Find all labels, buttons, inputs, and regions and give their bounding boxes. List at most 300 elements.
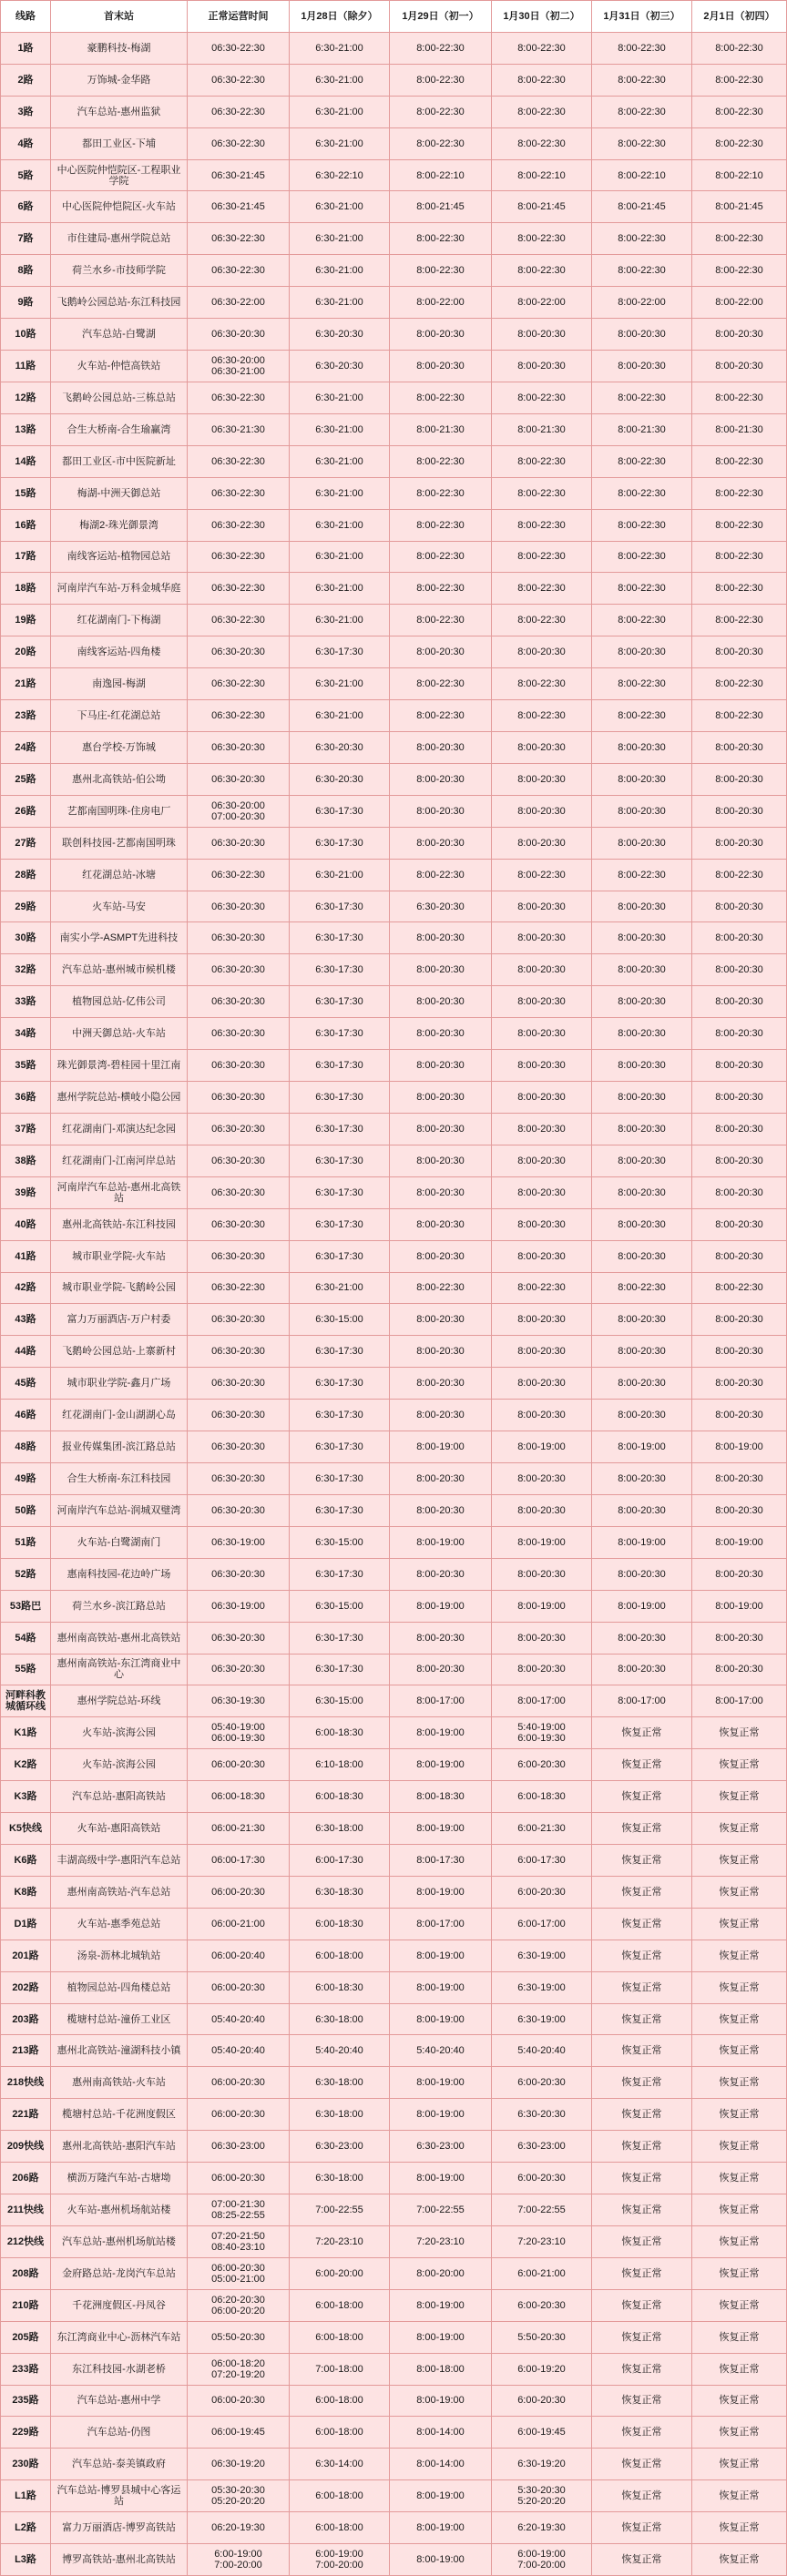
jan28-hours-cell: 6:30-21:00 bbox=[290, 700, 390, 732]
route-cell: 6路 bbox=[1, 191, 51, 223]
jan28-hours-cell: 6:30-17:30 bbox=[290, 986, 390, 1018]
jan30-hours-cell: 8:00-19:00 bbox=[492, 1431, 592, 1463]
route-cell: 16路 bbox=[1, 510, 51, 542]
feb1-hours-cell: 8:00-20:30 bbox=[692, 1177, 787, 1209]
header-feb1: 2月1日（初四） bbox=[692, 1, 787, 33]
normal-hours-cell: 06:30-20:30 bbox=[188, 1336, 290, 1368]
jan28-hours-cell: 6:00-18:00 bbox=[290, 2417, 390, 2449]
jan30-hours-cell: 8:00-20:30 bbox=[492, 1623, 592, 1655]
jan31-hours-cell: 8:00-22:30 bbox=[592, 542, 692, 574]
normal-hours-cell: 06:00-20:30 bbox=[188, 1877, 290, 1909]
feb1-hours-cell: 8:00-22:30 bbox=[692, 223, 787, 255]
feb1-hours-cell: 恢复正常 bbox=[692, 2163, 787, 2194]
jan31-hours-cell: 8:00-20:30 bbox=[592, 1241, 692, 1273]
jan28-hours-cell: 6:00-19:00 7:00-20:00 bbox=[290, 2544, 390, 2576]
route-cell: 51路 bbox=[1, 1527, 51, 1559]
feb1-hours-cell: 8:00-20:30 bbox=[692, 1559, 787, 1591]
normal-hours-cell: 06:30-22:30 bbox=[188, 382, 290, 414]
stops-cell: 惠州北高铁站-惠阳汽车站 bbox=[51, 2131, 188, 2163]
jan30-hours-cell: 8:00-21:45 bbox=[492, 191, 592, 223]
stops-cell: 惠州学院总站-环线 bbox=[51, 1685, 188, 1717]
normal-hours-cell: 06:30-21:30 bbox=[188, 414, 290, 446]
jan28-hours-cell: 6:30-21:00 bbox=[290, 510, 390, 542]
stops-cell: 梅湖2-珠光御景湾 bbox=[51, 510, 188, 542]
jan30-hours-cell: 6:00-19:20 bbox=[492, 2354, 592, 2386]
stops-cell: 都田工业区-下埔 bbox=[51, 128, 188, 160]
route-cell: 45路 bbox=[1, 1368, 51, 1400]
stops-cell: 飞鹅岭公园总站-三栋总站 bbox=[51, 382, 188, 414]
jan28-hours-cell: 6:30-20:30 bbox=[290, 319, 390, 351]
jan31-hours-cell: 恢复正常 bbox=[592, 2099, 692, 2131]
jan28-hours-cell: 6:30-17:30 bbox=[290, 1655, 390, 1686]
normal-hours-cell: 07:00-21:30 08:25-22:55 bbox=[188, 2194, 290, 2226]
feb1-hours-cell: 8:00-22:30 bbox=[692, 860, 787, 891]
feb1-hours-cell: 8:00-20:30 bbox=[692, 636, 787, 668]
jan29-hours-cell: 8:00-22:30 bbox=[390, 223, 492, 255]
stops-cell: 联创科技园-艺都南国明珠 bbox=[51, 828, 188, 860]
stops-cell: 火车站-马安 bbox=[51, 891, 188, 923]
feb1-hours-cell: 8:00-22:30 bbox=[692, 605, 787, 636]
route-cell: 37路 bbox=[1, 1114, 51, 1145]
jan28-hours-cell: 6:00-18:00 bbox=[290, 2512, 390, 2544]
feb1-hours-cell: 8:00-22:30 bbox=[692, 510, 787, 542]
jan31-hours-cell: 8:00-19:00 bbox=[592, 1591, 692, 1623]
normal-hours-cell: 06:30-20:30 bbox=[188, 636, 290, 668]
feb1-hours-cell: 8:00-20:30 bbox=[692, 986, 787, 1018]
jan28-hours-cell: 6:30-17:30 bbox=[290, 1145, 390, 1177]
jan29-hours-cell: 8:00-20:30 bbox=[390, 1304, 492, 1336]
jan30-hours-cell: 8:00-20:30 bbox=[492, 1177, 592, 1209]
jan30-hours-cell: 8:00-22:30 bbox=[492, 668, 592, 700]
jan28-hours-cell: 6:30-18:00 bbox=[290, 1813, 390, 1845]
jan29-hours-cell: 6:30-20:30 bbox=[390, 891, 492, 923]
jan29-hours-cell: 8:00-20:30 bbox=[390, 1368, 492, 1400]
normal-hours-cell: 06:30-22:30 bbox=[188, 255, 290, 287]
stops-cell: 都田工业区-市中医院新址 bbox=[51, 446, 188, 478]
jan28-hours-cell: 6:30-21:00 bbox=[290, 446, 390, 478]
header-jan31: 1月31日（初三） bbox=[592, 1, 692, 33]
jan31-hours-cell: 恢复正常 bbox=[592, 2226, 692, 2258]
jan31-hours-cell: 8:00-20:30 bbox=[592, 1050, 692, 1082]
jan29-hours-cell: 8:00-19:00 bbox=[390, 1717, 492, 1749]
jan31-hours-cell: 恢复正常 bbox=[592, 1877, 692, 1909]
stops-cell: 火车站-惠阳高铁站 bbox=[51, 1813, 188, 1845]
jan29-hours-cell: 8:00-20:30 bbox=[390, 351, 492, 382]
jan29-hours-cell: 8:00-22:30 bbox=[390, 382, 492, 414]
jan30-hours-cell: 8:00-22:30 bbox=[492, 65, 592, 97]
jan28-hours-cell: 6:30-17:30 bbox=[290, 1241, 390, 1273]
normal-hours-cell: 06:30-22:30 bbox=[188, 65, 290, 97]
jan29-hours-cell: 8:00-20:30 bbox=[390, 1336, 492, 1368]
normal-hours-cell: 05:50-20:30 bbox=[188, 2322, 290, 2354]
route-cell: 44路 bbox=[1, 1336, 51, 1368]
jan28-hours-cell: 6:30-21:00 bbox=[290, 1273, 390, 1305]
normal-hours-cell: 06:30-20:30 bbox=[188, 954, 290, 986]
jan31-hours-cell: 8:00-22:00 bbox=[592, 287, 692, 319]
jan30-hours-cell: 8:00-20:30 bbox=[492, 1400, 592, 1431]
jan31-hours-cell: 8:00-20:30 bbox=[592, 1145, 692, 1177]
jan30-hours-cell: 5:50-20:30 bbox=[492, 2322, 592, 2354]
jan30-hours-cell: 7:00-22:55 bbox=[492, 2194, 592, 2226]
jan31-hours-cell: 恢复正常 bbox=[592, 2512, 692, 2544]
normal-hours-cell: 06:30-20:30 bbox=[188, 1431, 290, 1463]
feb1-hours-cell: 8:00-20:30 bbox=[692, 1368, 787, 1400]
normal-hours-cell: 06:30-22:30 bbox=[188, 605, 290, 636]
jan30-hours-cell: 8:00-20:30 bbox=[492, 1145, 592, 1177]
feb1-hours-cell: 恢复正常 bbox=[692, 2290, 787, 2322]
stops-cell: 丰湖高级中学-惠阳汽车总站 bbox=[51, 1845, 188, 1877]
route-cell: 202路 bbox=[1, 1972, 51, 2004]
route-cell: 46路 bbox=[1, 1400, 51, 1431]
route-cell: 3路 bbox=[1, 97, 51, 128]
jan28-hours-cell: 6:30-17:30 bbox=[290, 954, 390, 986]
normal-hours-cell: 06:30-22:30 bbox=[188, 668, 290, 700]
normal-hours-cell: 06:30-20:30 bbox=[188, 1114, 290, 1145]
jan28-hours-cell: 6:30-21:00 bbox=[290, 542, 390, 574]
route-cell: 2路 bbox=[1, 65, 51, 97]
jan28-hours-cell: 6:30-21:00 bbox=[290, 65, 390, 97]
jan29-hours-cell: 8:00-19:00 bbox=[390, 1813, 492, 1845]
jan30-hours-cell: 8:00-22:30 bbox=[492, 860, 592, 891]
jan30-hours-cell: 8:00-19:00 bbox=[492, 1591, 592, 1623]
jan28-hours-cell: 6:30-21:00 bbox=[290, 255, 390, 287]
feb1-hours-cell: 恢复正常 bbox=[692, 2544, 787, 2576]
jan28-hours-cell: 6:30-21:00 bbox=[290, 382, 390, 414]
feb1-hours-cell: 恢复正常 bbox=[692, 2386, 787, 2418]
jan30-hours-cell: 8:00-20:30 bbox=[492, 986, 592, 1018]
feb1-hours-cell: 恢复正常 bbox=[692, 1845, 787, 1877]
jan30-hours-cell: 6:00-17:00 bbox=[492, 1909, 592, 1940]
jan29-hours-cell: 8:00-17:00 bbox=[390, 1685, 492, 1717]
jan28-hours-cell: 6:00-18:00 bbox=[290, 1940, 390, 1972]
stops-cell: 惠台学校-万饰城 bbox=[51, 732, 188, 764]
jan30-hours-cell: 5:40-20:40 bbox=[492, 2035, 592, 2067]
route-cell: 233路 bbox=[1, 2354, 51, 2386]
jan30-hours-cell: 8:00-20:30 bbox=[492, 1368, 592, 1400]
jan29-hours-cell: 8:00-19:00 bbox=[390, 2290, 492, 2322]
jan30-hours-cell: 6:00-19:45 bbox=[492, 2417, 592, 2449]
route-cell: 8路 bbox=[1, 255, 51, 287]
jan29-hours-cell: 7:00-22:55 bbox=[390, 2194, 492, 2226]
normal-hours-cell: 06:30-20:30 bbox=[188, 1241, 290, 1273]
feb1-hours-cell: 恢复正常 bbox=[692, 2099, 787, 2131]
feb1-hours-cell: 恢复正常 bbox=[692, 1749, 787, 1781]
stops-cell: 红花湖南门-金山湖湖心岛 bbox=[51, 1400, 188, 1431]
route-cell: 53路巴 bbox=[1, 1591, 51, 1623]
jan28-hours-cell: 6:00-18:00 bbox=[290, 2386, 390, 2418]
jan29-hours-cell: 8:00-19:00 bbox=[390, 2004, 492, 2036]
stops-cell: 富力万丽酒店-博罗高铁站 bbox=[51, 2512, 188, 2544]
jan30-hours-cell: 8:00-20:30 bbox=[492, 636, 592, 668]
jan30-hours-cell: 8:00-20:30 bbox=[492, 891, 592, 923]
feb1-hours-cell: 8:00-22:30 bbox=[692, 573, 787, 605]
jan28-hours-cell: 6:00-18:30 bbox=[290, 1717, 390, 1749]
route-cell: 209快线 bbox=[1, 2131, 51, 2163]
jan31-hours-cell: 8:00-20:30 bbox=[592, 1304, 692, 1336]
normal-hours-cell: 06:30-19:20 bbox=[188, 2449, 290, 2480]
jan30-hours-cell: 8:00-22:30 bbox=[492, 382, 592, 414]
route-cell: 41路 bbox=[1, 1241, 51, 1273]
jan30-hours-cell: 8:00-20:30 bbox=[492, 1050, 592, 1082]
jan30-hours-cell: 8:00-20:30 bbox=[492, 796, 592, 828]
stops-cell: 红花湖南门-江南河岸总站 bbox=[51, 1145, 188, 1177]
jan31-hours-cell: 8:00-20:30 bbox=[592, 1463, 692, 1495]
stops-cell: 火车站-惠季苑总站 bbox=[51, 1909, 188, 1940]
stops-cell: 火车站-仲恺高铁站 bbox=[51, 351, 188, 382]
normal-hours-cell: 06:00-17:30 bbox=[188, 1845, 290, 1877]
normal-hours-cell: 06:00-18:20 07:20-19:20 bbox=[188, 2354, 290, 2386]
jan30-hours-cell: 6:00-17:30 bbox=[492, 1845, 592, 1877]
normal-hours-cell: 06:30-21:45 bbox=[188, 160, 290, 192]
route-cell: L3路 bbox=[1, 2544, 51, 2576]
stops-cell: 惠州北高铁站-伯公坳 bbox=[51, 764, 188, 796]
normal-hours-cell: 06:30-22:30 bbox=[188, 223, 290, 255]
feb1-hours-cell: 8:00-22:00 bbox=[692, 287, 787, 319]
jan28-hours-cell: 6:30-17:30 bbox=[290, 891, 390, 923]
normal-hours-cell: 06:30-19:30 bbox=[188, 1685, 290, 1717]
jan29-hours-cell: 8:00-19:00 bbox=[390, 2322, 492, 2354]
jan29-hours-cell: 8:00-22:30 bbox=[390, 510, 492, 542]
route-cell: 26路 bbox=[1, 796, 51, 828]
normal-hours-cell: 06:30-23:00 bbox=[188, 2131, 290, 2163]
feb1-hours-cell: 8:00-20:30 bbox=[692, 922, 787, 954]
jan30-hours-cell: 8:00-22:30 bbox=[492, 97, 592, 128]
stops-cell: 红花湖南门-下梅湖 bbox=[51, 605, 188, 636]
jan29-hours-cell: 8:00-14:00 bbox=[390, 2417, 492, 2449]
jan31-hours-cell: 恢复正常 bbox=[592, 2290, 692, 2322]
jan30-hours-cell: 6:00-21:00 bbox=[492, 2258, 592, 2290]
route-cell: 230路 bbox=[1, 2449, 51, 2480]
jan31-hours-cell: 恢复正常 bbox=[592, 2131, 692, 2163]
normal-hours-cell: 06:30-22:30 bbox=[188, 478, 290, 510]
stops-cell: 博罗高铁站-惠州北高铁站 bbox=[51, 2544, 188, 2576]
jan29-hours-cell: 8:00-19:00 bbox=[390, 1527, 492, 1559]
stops-cell: 汽车总站-仍图 bbox=[51, 2417, 188, 2449]
jan29-hours-cell: 8:00-19:00 bbox=[390, 2480, 492, 2512]
stops-cell: 珠光御景湾-碧桂园十里江南 bbox=[51, 1050, 188, 1082]
stops-cell: 下马庄-红花湖总站 bbox=[51, 700, 188, 732]
feb1-hours-cell: 8:00-19:00 bbox=[692, 1431, 787, 1463]
jan31-hours-cell: 8:00-20:30 bbox=[592, 636, 692, 668]
route-cell: 212快线 bbox=[1, 2226, 51, 2258]
jan30-hours-cell: 6:00-20:30 bbox=[492, 1877, 592, 1909]
route-cell: 17路 bbox=[1, 542, 51, 574]
jan28-hours-cell: 6:30-15:00 bbox=[290, 1527, 390, 1559]
jan29-hours-cell: 7:20-23:10 bbox=[390, 2226, 492, 2258]
jan31-hours-cell: 8:00-20:30 bbox=[592, 732, 692, 764]
jan29-hours-cell: 8:00-20:30 bbox=[390, 1655, 492, 1686]
normal-hours-cell: 6:00-19:00 7:00-20:00 bbox=[188, 2544, 290, 2576]
jan28-hours-cell: 6:00-18:00 bbox=[290, 2480, 390, 2512]
stops-cell: 城市职业学院-鑫月广场 bbox=[51, 1368, 188, 1400]
feb1-hours-cell: 恢复正常 bbox=[692, 2354, 787, 2386]
normal-hours-cell: 06:30-20:30 bbox=[188, 1304, 290, 1336]
route-cell: 42路 bbox=[1, 1273, 51, 1305]
route-cell: L1路 bbox=[1, 2480, 51, 2512]
stops-cell: 汽车总站-惠阳高铁站 bbox=[51, 1781, 188, 1813]
jan31-hours-cell: 8:00-22:30 bbox=[592, 573, 692, 605]
feb1-hours-cell: 恢复正常 bbox=[692, 2035, 787, 2067]
feb1-hours-cell: 恢复正常 bbox=[692, 1717, 787, 1749]
route-cell: 50路 bbox=[1, 1495, 51, 1527]
route-cell: 5路 bbox=[1, 160, 51, 192]
jan31-hours-cell: 8:00-20:30 bbox=[592, 319, 692, 351]
jan31-hours-cell: 8:00-20:30 bbox=[592, 922, 692, 954]
route-cell: 30路 bbox=[1, 922, 51, 954]
feb1-hours-cell: 8:00-17:00 bbox=[692, 1685, 787, 1717]
feb1-hours-cell: 恢复正常 bbox=[692, 1813, 787, 1845]
jan31-hours-cell: 8:00-20:30 bbox=[592, 828, 692, 860]
route-cell: 32路 bbox=[1, 954, 51, 986]
normal-hours-cell: 06:30-20:30 bbox=[188, 1177, 290, 1209]
jan28-hours-cell: 6:30-21:00 bbox=[290, 605, 390, 636]
normal-hours-cell: 06:00-19:45 bbox=[188, 2417, 290, 2449]
feb1-hours-cell: 恢复正常 bbox=[692, 1877, 787, 1909]
stops-cell: 红花湖南门-邓演达纪念园 bbox=[51, 1114, 188, 1145]
route-cell: K2路 bbox=[1, 1749, 51, 1781]
jan29-hours-cell: 8:00-19:00 bbox=[390, 2512, 492, 2544]
normal-hours-cell: 06:30-20:30 bbox=[188, 922, 290, 954]
feb1-hours-cell: 8:00-20:30 bbox=[692, 891, 787, 923]
route-cell: 18路 bbox=[1, 573, 51, 605]
jan31-hours-cell: 8:00-22:30 bbox=[592, 65, 692, 97]
route-cell: 24路 bbox=[1, 732, 51, 764]
jan30-hours-cell: 8:00-22:30 bbox=[492, 573, 592, 605]
route-cell: 21路 bbox=[1, 668, 51, 700]
jan29-hours-cell: 8:00-19:00 bbox=[390, 2099, 492, 2131]
header-normal-hours: 正常运营时间 bbox=[188, 1, 290, 33]
stops-cell: 火车站-滨海公园 bbox=[51, 1749, 188, 1781]
route-cell: 54路 bbox=[1, 1623, 51, 1655]
jan29-hours-cell: 8:00-20:30 bbox=[390, 1400, 492, 1431]
feb1-hours-cell: 8:00-20:30 bbox=[692, 1463, 787, 1495]
jan31-hours-cell: 8:00-22:30 bbox=[592, 510, 692, 542]
jan28-hours-cell: 6:30-21:00 bbox=[290, 414, 390, 446]
stops-cell: 惠南科技园-花边岭广场 bbox=[51, 1559, 188, 1591]
feb1-hours-cell: 恢复正常 bbox=[692, 2131, 787, 2163]
jan29-hours-cell: 8:00-20:30 bbox=[390, 954, 492, 986]
jan29-hours-cell: 8:00-22:30 bbox=[390, 1273, 492, 1305]
jan31-hours-cell: 8:00-20:30 bbox=[592, 1082, 692, 1114]
jan29-hours-cell: 8:00-22:30 bbox=[390, 478, 492, 510]
normal-hours-cell: 06:00-20:30 bbox=[188, 2099, 290, 2131]
normal-hours-cell: 06:30-22:30 bbox=[188, 97, 290, 128]
stops-cell: 梅湖-中洲天御总站 bbox=[51, 478, 188, 510]
jan28-hours-cell: 6:30-14:00 bbox=[290, 2449, 390, 2480]
route-cell: 15路 bbox=[1, 478, 51, 510]
jan31-hours-cell: 8:00-20:30 bbox=[592, 954, 692, 986]
jan31-hours-cell: 8:00-20:30 bbox=[592, 1114, 692, 1145]
jan30-hours-cell: 6:00-20:30 bbox=[492, 2290, 592, 2322]
normal-hours-cell: 06:30-20:30 bbox=[188, 732, 290, 764]
route-cell: 1路 bbox=[1, 33, 51, 65]
stops-cell: 河南岸汽车总站-润城双璧湾 bbox=[51, 1495, 188, 1527]
normal-hours-cell: 06:30-20:30 bbox=[188, 1145, 290, 1177]
jan30-hours-cell: 8:00-20:30 bbox=[492, 954, 592, 986]
jan28-hours-cell: 6:30-15:00 bbox=[290, 1591, 390, 1623]
jan31-hours-cell: 8:00-20:30 bbox=[592, 1623, 692, 1655]
normal-hours-cell: 06:30-22:00 bbox=[188, 287, 290, 319]
route-cell: 4路 bbox=[1, 128, 51, 160]
jan29-hours-cell: 8:00-20:30 bbox=[390, 1209, 492, 1241]
jan30-hours-cell: 8:00-21:30 bbox=[492, 414, 592, 446]
jan31-hours-cell: 8:00-22:30 bbox=[592, 382, 692, 414]
feb1-hours-cell: 8:00-19:00 bbox=[692, 1591, 787, 1623]
jan31-hours-cell: 恢复正常 bbox=[592, 2322, 692, 2354]
stops-cell: 城市职业学院-飞鹅岭公园 bbox=[51, 1273, 188, 1305]
jan30-hours-cell: 6:30-19:00 bbox=[492, 2004, 592, 2036]
route-cell: 221路 bbox=[1, 2099, 51, 2131]
jan31-hours-cell: 恢复正常 bbox=[592, 2163, 692, 2194]
feb1-hours-cell: 8:00-20:30 bbox=[692, 1623, 787, 1655]
jan29-hours-cell: 8:00-20:00 bbox=[390, 2258, 492, 2290]
jan31-hours-cell: 恢复正常 bbox=[592, 2067, 692, 2099]
normal-hours-cell: 06:30-21:45 bbox=[188, 191, 290, 223]
stops-cell: 汽车总站-惠州中学 bbox=[51, 2386, 188, 2418]
jan30-hours-cell: 8:00-20:30 bbox=[492, 1018, 592, 1050]
route-cell: 7路 bbox=[1, 223, 51, 255]
jan30-hours-cell: 8:00-20:30 bbox=[492, 319, 592, 351]
route-cell: 34路 bbox=[1, 1018, 51, 1050]
jan29-hours-cell: 8:00-17:00 bbox=[390, 1909, 492, 1940]
jan30-hours-cell: 6:20-19:30 bbox=[492, 2512, 592, 2544]
route-cell: 203路 bbox=[1, 2004, 51, 2036]
route-cell: 229路 bbox=[1, 2417, 51, 2449]
feb1-hours-cell: 8:00-22:30 bbox=[692, 65, 787, 97]
stops-cell: 植物园总站-四角楼总站 bbox=[51, 1972, 188, 2004]
route-cell: 201路 bbox=[1, 1940, 51, 1972]
jan31-hours-cell: 8:00-20:30 bbox=[592, 1559, 692, 1591]
jan29-hours-cell: 5:40-20:40 bbox=[390, 2035, 492, 2067]
jan30-hours-cell: 8:00-20:30 bbox=[492, 1304, 592, 1336]
jan30-hours-cell: 8:00-20:30 bbox=[492, 1241, 592, 1273]
stops-cell: 千花洲度假区-丹凤谷 bbox=[51, 2290, 188, 2322]
route-cell: 13路 bbox=[1, 414, 51, 446]
feb1-hours-cell: 8:00-19:00 bbox=[692, 1527, 787, 1559]
normal-hours-cell: 06:00-21:30 bbox=[188, 1813, 290, 1845]
jan29-hours-cell: 8:00-20:30 bbox=[390, 1623, 492, 1655]
jan29-hours-cell: 8:00-20:30 bbox=[390, 986, 492, 1018]
jan29-hours-cell: 8:00-21:30 bbox=[390, 414, 492, 446]
route-cell: 9路 bbox=[1, 287, 51, 319]
feb1-hours-cell: 8:00-22:30 bbox=[692, 255, 787, 287]
jan31-hours-cell: 8:00-22:30 bbox=[592, 33, 692, 65]
jan31-hours-cell: 8:00-19:00 bbox=[592, 1431, 692, 1463]
normal-hours-cell: 06:00-20:30 bbox=[188, 2163, 290, 2194]
normal-hours-cell: 06:30-22:30 bbox=[188, 446, 290, 478]
jan29-hours-cell: 8:00-22:30 bbox=[390, 33, 492, 65]
route-cell: 49路 bbox=[1, 1463, 51, 1495]
normal-hours-cell: 06:30-20:30 bbox=[188, 891, 290, 923]
feb1-hours-cell: 恢复正常 bbox=[692, 1909, 787, 1940]
feb1-hours-cell: 8:00-20:30 bbox=[692, 1336, 787, 1368]
feb1-hours-cell: 8:00-22:30 bbox=[692, 1273, 787, 1305]
normal-hours-cell: 06:00-20:30 bbox=[188, 2067, 290, 2099]
stops-cell: 合生大桥南-东江科技园 bbox=[51, 1463, 188, 1495]
jan29-hours-cell: 8:00-20:30 bbox=[390, 1495, 492, 1527]
jan29-hours-cell: 8:00-21:45 bbox=[390, 191, 492, 223]
jan29-hours-cell: 8:00-20:30 bbox=[390, 636, 492, 668]
jan29-hours-cell: 8:00-20:30 bbox=[390, 1050, 492, 1082]
jan29-hours-cell: 8:00-22:30 bbox=[390, 860, 492, 891]
jan30-hours-cell: 8:00-22:10 bbox=[492, 160, 592, 192]
jan30-hours-cell: 8:00-17:00 bbox=[492, 1685, 592, 1717]
jan28-hours-cell: 6:00-18:30 bbox=[290, 1972, 390, 2004]
jan30-hours-cell: 8:00-20:30 bbox=[492, 1114, 592, 1145]
stops-cell: 东江湾商业中心-沥林汽车站 bbox=[51, 2322, 188, 2354]
jan28-hours-cell: 6:30-21:00 bbox=[290, 33, 390, 65]
route-cell: 213路 bbox=[1, 2035, 51, 2067]
